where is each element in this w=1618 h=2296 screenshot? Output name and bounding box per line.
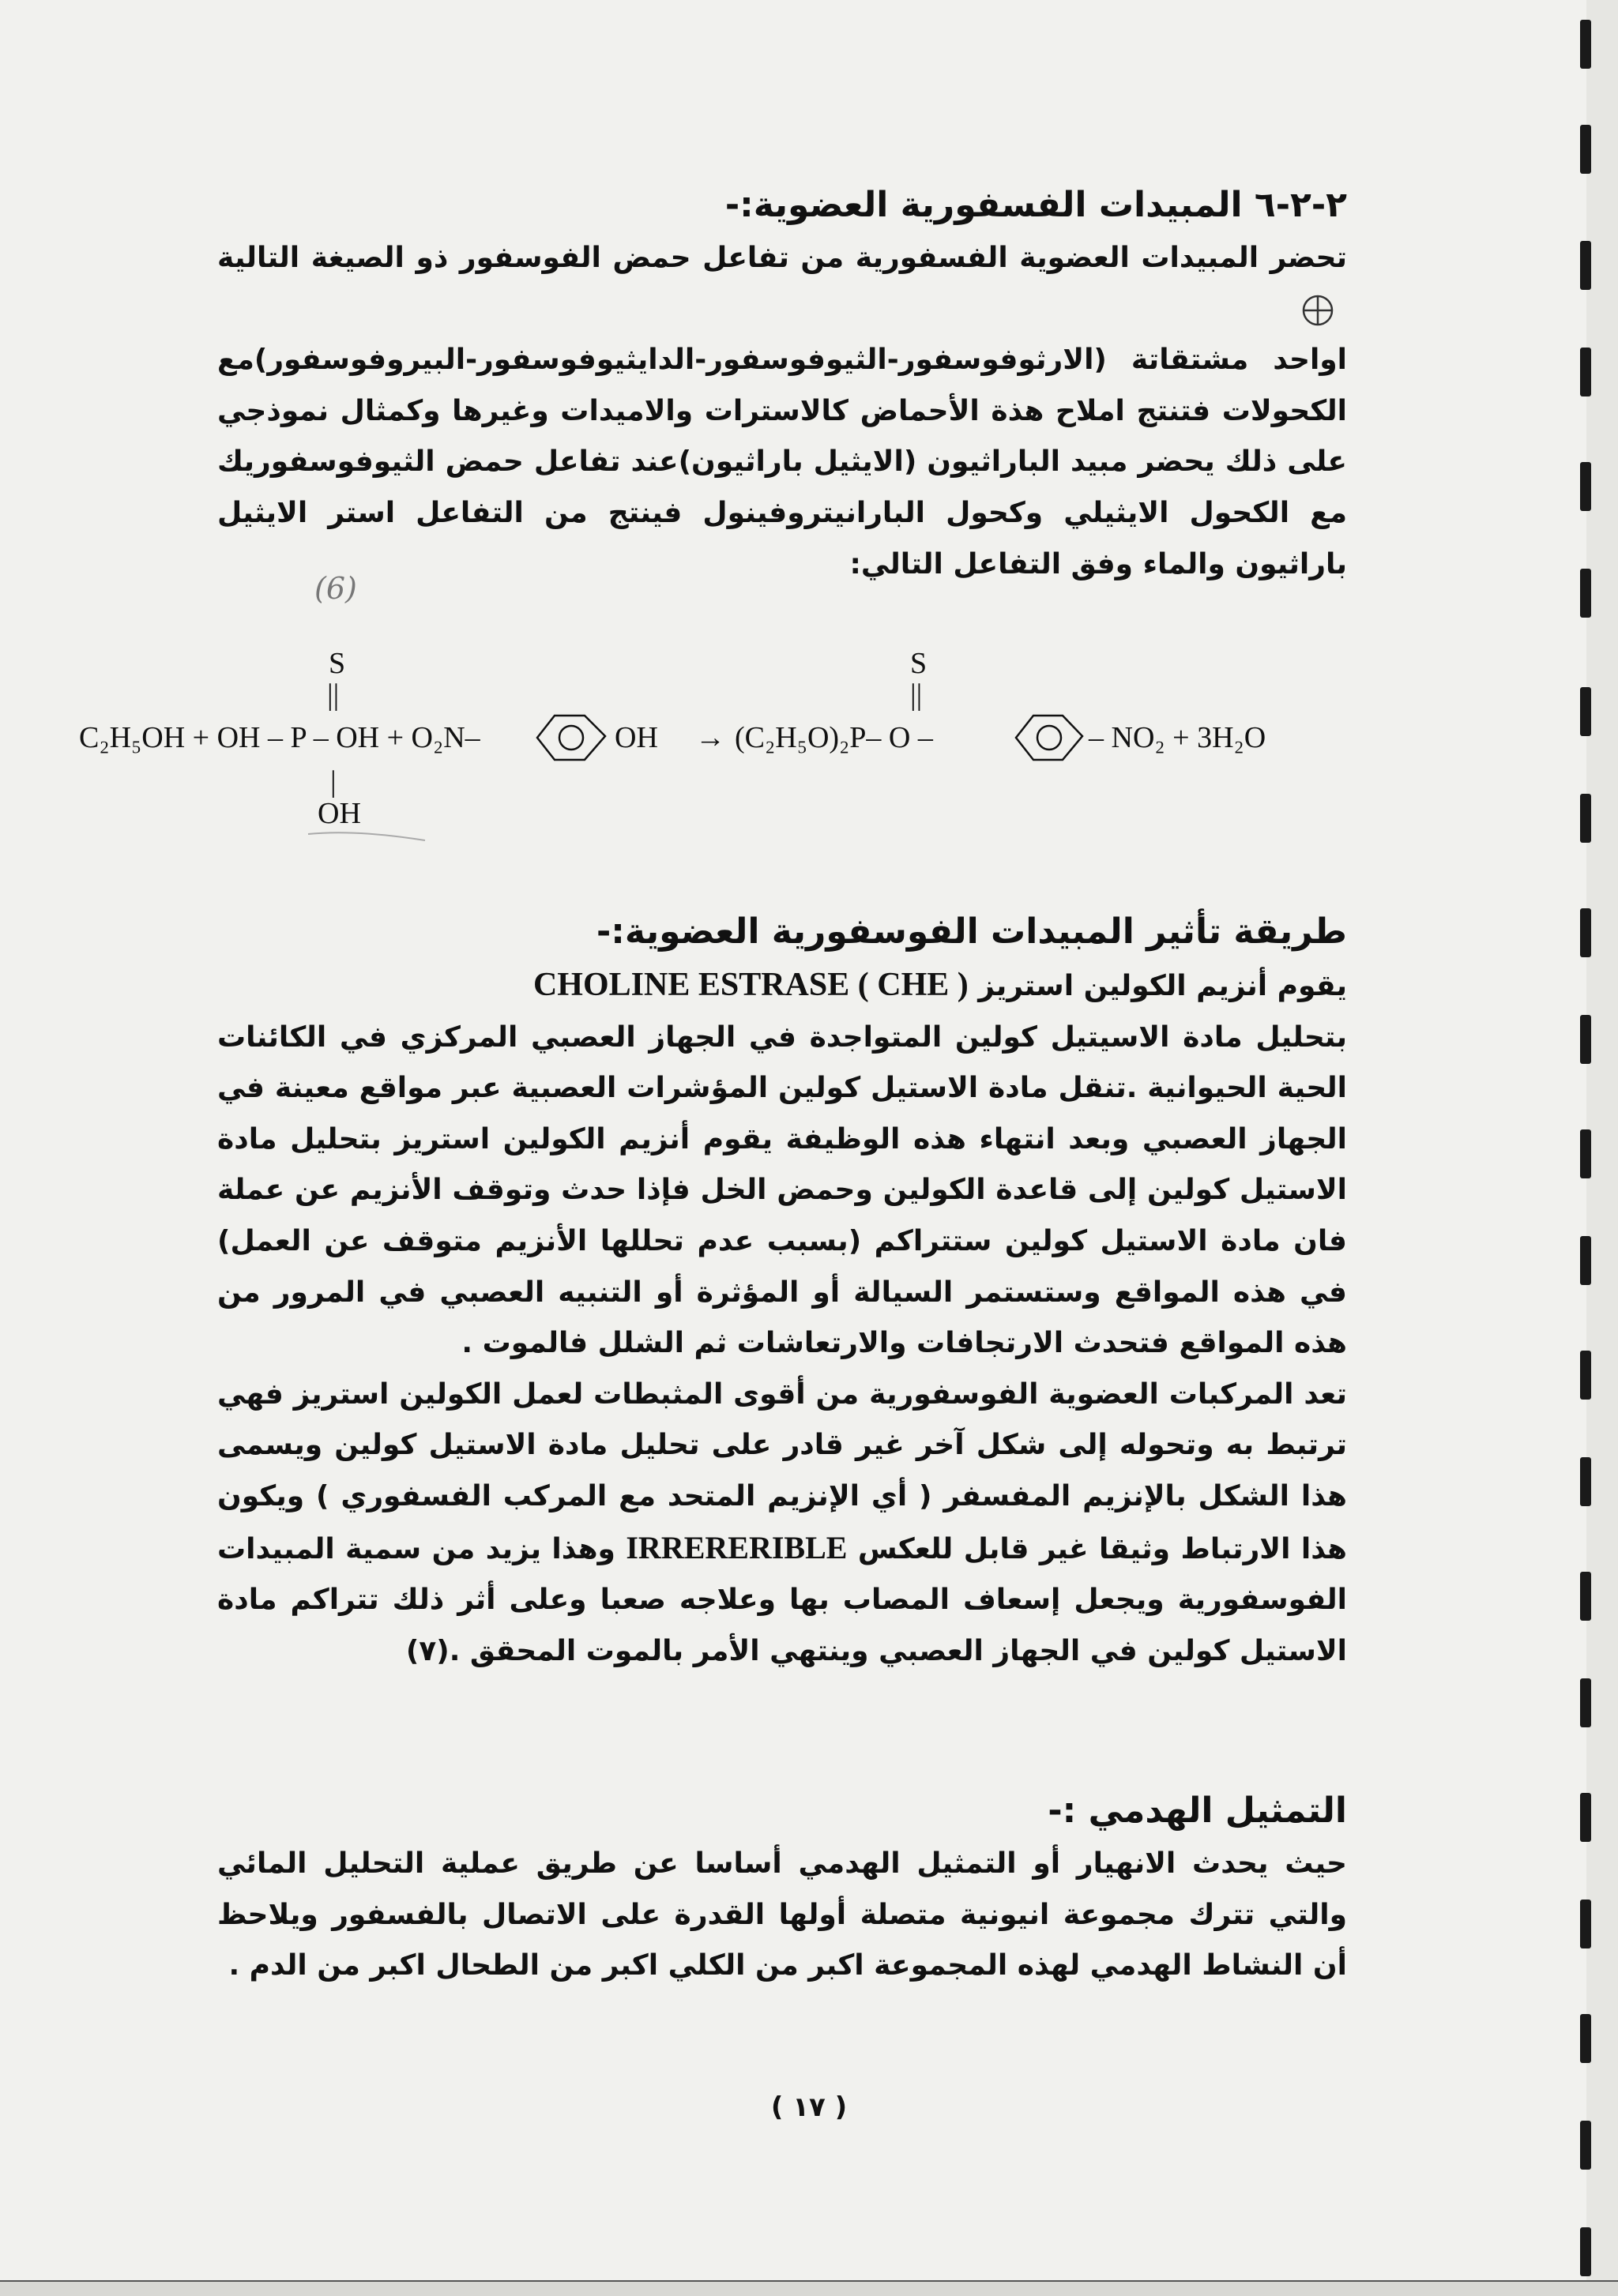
section-title: طريقة تأثير المبيدات الفوسفورية العضوية:- (596, 911, 1347, 952)
binding-hole (1580, 2014, 1591, 2063)
binding-hole (1580, 794, 1591, 843)
hydroxyl-label: OH (615, 721, 658, 754)
reactants-text: C₂H₅OH + OH – P – OH + O₂N– (79, 721, 480, 754)
binding-hole (1580, 2227, 1591, 2276)
binding-hole (1580, 20, 1591, 69)
single-bond: | (330, 765, 337, 799)
product-text: (C₂H₅O)₂P– O – (735, 721, 933, 754)
paragraph: اواحد مشتقاتة (الارثوفوسفور-الثيوفوسفور-الدايثيوفوسفور-البيروفوسفور)مع الكحولات فتنتج املاح هذة الأحماض كالاسترات والاميدات وغيرها وكمثال نموذجي على ذلك يحضر مبيد الباراثيون (الايثيل باراثيون)عند تفاعل حمض الثيوفوسفوريك مع الكحول الايثيلي وكحول البارانيتروفينول فينتج من التفاعل استر الايثيل باراثيون والماء وفق التفاعل التالي: (217, 344, 1347, 581)
section-mechanism (217, 904, 1347, 1677)
enzyme-name: CHOLINE ESTRASE ( CHE ) (532, 967, 969, 1003)
sulfur-label: S (910, 648, 928, 680)
page-bottom-edge (0, 2280, 1618, 2296)
section-title: التمثيل الهدمي :- (1048, 1791, 1347, 1831)
pencil-underline (308, 832, 425, 840)
section-title: ٢-٢-٦ المبيدات الفسفورية العضوية:- (724, 185, 1347, 225)
binding-hole (1580, 1793, 1591, 1842)
binding-hole (1580, 2121, 1591, 2170)
product-end-text: – NO₂ + 3H₂O (1089, 721, 1266, 754)
oh-label: OH (318, 797, 361, 830)
paragraph: يقوم أنزيم الكولين استريز CHOLINE ESTRASE ( CHE ) (532, 967, 1347, 1003)
binding-hole (1580, 569, 1591, 618)
binding-hole (1580, 1572, 1591, 1621)
double-bond: || (327, 678, 340, 712)
binding-hole (1580, 348, 1591, 396)
section-organophosphate (217, 178, 1347, 590)
margin-note: (6) (314, 571, 357, 606)
binding-hole (1580, 125, 1591, 174)
chemical-equation (71, 648, 1335, 853)
binding-hole (1580, 1678, 1591, 1727)
page-number: ( ١٧ ) (770, 2091, 848, 2123)
binding-hole (1580, 1129, 1591, 1178)
paragraph: حيث يحدث الانهيار أو التمثيل الهدمي أساسا عن طريق عملية التحليل المائي والتي تترك مجموعة انيونية متصلة أولها القدرة على الاتصال بالفسفور ويلاحظ أن النشاط الهدمي لهذه المجموعة اكبر من الكلي اكبر من الطحال اكبر من الدم . (217, 1847, 1347, 1982)
binding-hole (1580, 908, 1591, 957)
binding-hole (1580, 1457, 1591, 1506)
benzene-ring-icon (537, 716, 605, 760)
paragraph: بتحليل مادة الاسيتيل كولين المتواجدة في الجهاز العصبي المركزي في الكائنات الحية الحيوانية .تنقل مادة الاستيل كولين المؤشرات العصبية عبر مواقع معينة في الجهاز العصبي وبعد انتهاء هذه الوظيفة يقوم أنزيم الكولين استريز بتحليل مادة الاستيل كولين إلى قاعدة الكولين وحمض الخل فإذا حدث وتوقف الأنزيم عن عملة فان مادة الاستيل كولين ستتراكم (بسبب عدم تحللها الأنزيم متوقف عن العمل) في هذه المواقع وستستمر السيالة أو المؤثرة أو التنبيه العصبي في المرور من هذه المواقع فتحدث الارتجافات والارتعاشات ثم الشلل فالموت . (217, 1020, 1347, 1360)
binding-hole (1580, 241, 1591, 290)
binding-hole (1580, 1015, 1591, 1064)
section-catabolism (217, 1783, 1347, 1992)
binding-spine (1586, 0, 1618, 2296)
binding-hole (1580, 687, 1591, 736)
paragraph: تحضر المبيدات العضوية الفسفورية من تفاعل حمض الفوسفور ذو الصيغة التالية (217, 233, 1347, 335)
reaction-arrow: → (695, 721, 725, 754)
binding-hole (1580, 462, 1591, 511)
binding-hole (1580, 1236, 1591, 1285)
binding-hole (1580, 1900, 1591, 1948)
circled-cross-mark-icon (1300, 293, 1336, 328)
irreversible-term: IRRERERIBLE (626, 1529, 848, 1565)
paragraph: تعد المركبات العضوية الفوسفورية من أقوى المثبطات لعمل الكولين استريز فهي ترتبط به وتحوله إلى شكل آخر غير قادر على تحليل مادة الاستيل كولين ويسمى هذا الشكل بالإنزيم المفسفر ( أي الإنزيم المتحد مع المركب الفسفوري ) ويكون هذا الارتباط وثيقا غير قابل للعكس IRRERERIBLE وهذا يزيد من سمية المبيدات الفوسفورية ويجعل إسعاف المصاب بها وعلاجه صعبا وعلى أثر ذلك تتراكم مادة الاستيل كولين في الجهاز العصبي وينتهي الأمر بالموت المحقق .(٧) (217, 1377, 1347, 1667)
benzene-ring-icon (1016, 716, 1082, 760)
binding-hole (1580, 1351, 1591, 1400)
sulfur-label: S (329, 648, 346, 680)
double-bond: || (910, 678, 923, 712)
